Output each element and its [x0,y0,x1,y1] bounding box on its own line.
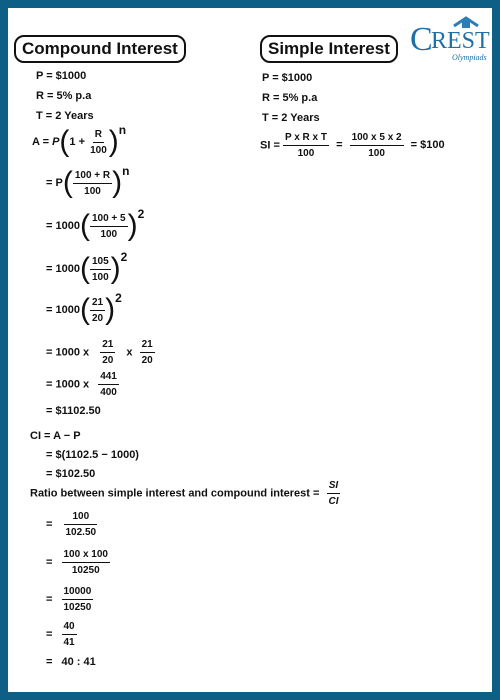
formula-lhs: A = [32,135,53,148]
ci-step-7: = $1102.50 [46,405,101,417]
si-formula [260,132,445,159]
close-paren: ) [127,209,138,242]
fraction-numerator: P x R x T [283,132,329,146]
ci-step-5 [46,339,155,366]
step-fraction [90,256,111,283]
step-prefix: = P [46,176,63,189]
ci-definition: CI = A − P [30,430,81,442]
fraction-numerator: 100 x 100 [62,549,111,563]
fraction-numerator: 441 [98,371,119,385]
fraction-denominator: 20 [141,355,153,366]
equals-sign: = [336,139,343,152]
close-paren: ) [110,252,121,285]
ci-formula [32,123,127,158]
fraction-numerator: 100 + 5 [90,213,128,227]
si-given-rate: R = 5% p.a [262,92,318,104]
fraction-numerator: 100 x 5 x 2 [350,132,404,146]
open-paren: ( [79,209,90,242]
ci-given-time: T = 2 Years [36,110,94,122]
ratio-step-3 [46,586,93,613]
equals-sign: = [46,593,53,606]
ci-step-4 [46,291,122,326]
open-paren: ( [59,125,70,158]
close-paren: ) [105,293,116,326]
formula-exponent: n [118,123,127,137]
simple-interest-heading: Simple Interest [260,35,398,63]
fraction-numerator: 105 [90,256,111,270]
fraction-denominator: 20 [102,355,114,366]
fraction-denominator: 100 [84,185,101,197]
si-fraction-2 [350,132,404,159]
ratio-final [46,656,96,668]
fraction-numerator: 100 [64,511,97,525]
step-prefix: = 1000 [46,219,80,232]
fraction-denominator: 100 [100,228,118,240]
fraction-denominator: 10250 [63,602,92,613]
step-exponent: 2 [120,250,128,264]
step-fraction [62,549,111,576]
compound-interest-heading: Compound Interest [14,35,186,63]
open-paren: ( [79,293,90,326]
fraction-numerator: 21 [140,339,155,353]
close-paren: ) [108,125,119,158]
step-fraction-1 [100,339,115,366]
fraction-denominator: 100 [90,144,107,156]
step-fraction [90,297,105,324]
equals-sign: = [46,518,53,531]
step-fraction [73,170,112,197]
formula-one-plus: 1 + [69,135,89,148]
fraction-denominator: 100 [368,148,385,159]
si-given-time: T = 2 Years [262,112,320,124]
fraction-numerator: 21 [90,297,105,311]
fraction-denominator: 10250 [71,565,100,576]
ci-given-rate: R = 5% p.a [36,90,92,102]
logo-graphic [404,12,492,66]
logo-rest: REST [431,28,490,54]
ratio-final-value: 40 : 41 [61,656,96,668]
si-lhs: SI = [260,139,283,152]
step-exponent: n [122,164,130,178]
ratio-statement [30,480,340,507]
si-given-principal: P = $1000 [262,72,313,84]
fraction-denominator: 400 [100,387,117,398]
step-fraction [62,586,94,613]
close-paren: ) [112,166,123,199]
logo-tagline: Olympiads [452,53,487,62]
fraction-numerator: R [93,129,104,143]
step-fraction [90,213,128,240]
si-fraction-1 [283,132,329,159]
ci-step-6 [46,371,119,398]
fraction-numerator: 10000 [62,586,94,600]
step-prefix: = 1000 x [46,378,90,391]
equals-sign: = [46,656,53,668]
equals-sign: = [46,628,53,641]
fraction-numerator: 21 [100,339,115,353]
step-fraction [98,371,119,398]
open-paren: ( [62,166,73,199]
formula-fraction [88,129,109,156]
fraction-denominator: 100 [91,271,109,283]
step-fraction-2 [140,339,155,366]
fraction-denominator: 100 [297,148,315,159]
ratio-step-1 [46,511,98,538]
si-result: = $100 [410,139,445,152]
ci-given-principal: P = $1000 [36,70,87,82]
step-exponent: 2 [137,207,145,221]
equals-sign: = [46,556,53,569]
worksheet-page [8,8,492,692]
fraction-denominator: 102.50 [65,527,97,538]
logo-c: C [410,21,433,58]
fraction-denominator: 20 [91,312,104,324]
ratio-step-4 [46,621,77,648]
ci-substitution: = $(1102.5 − 1000) [46,449,139,461]
ci-step-2 [46,207,145,242]
ratio-intro: Ratio between simple interest and compound interest = [30,487,320,500]
fraction-denominator: CI [328,496,339,507]
crest-olympiads-logo [404,12,492,66]
multiply-sign: x [126,346,133,359]
step-fraction [62,621,77,648]
ci-step-3 [46,250,128,285]
step-prefix: = 1000 [46,262,80,275]
fraction-numerator: 100 + R [73,170,112,184]
fraction-denominator: 41 [63,637,75,648]
ci-result: = $102.50 [46,468,96,480]
fraction-numerator: SI [327,480,340,494]
open-paren: ( [79,252,90,285]
ci-step-1 [46,164,130,199]
step-exponent: 2 [115,291,122,305]
step-fraction [64,511,99,538]
formula-p: P [52,135,60,148]
step-prefix: = 1000 x [46,346,90,359]
fraction-numerator: 40 [62,621,77,635]
ratio-si-ci-fraction [326,480,340,507]
step-prefix: = 1000 [46,303,80,316]
ratio-step-2 [46,549,110,576]
